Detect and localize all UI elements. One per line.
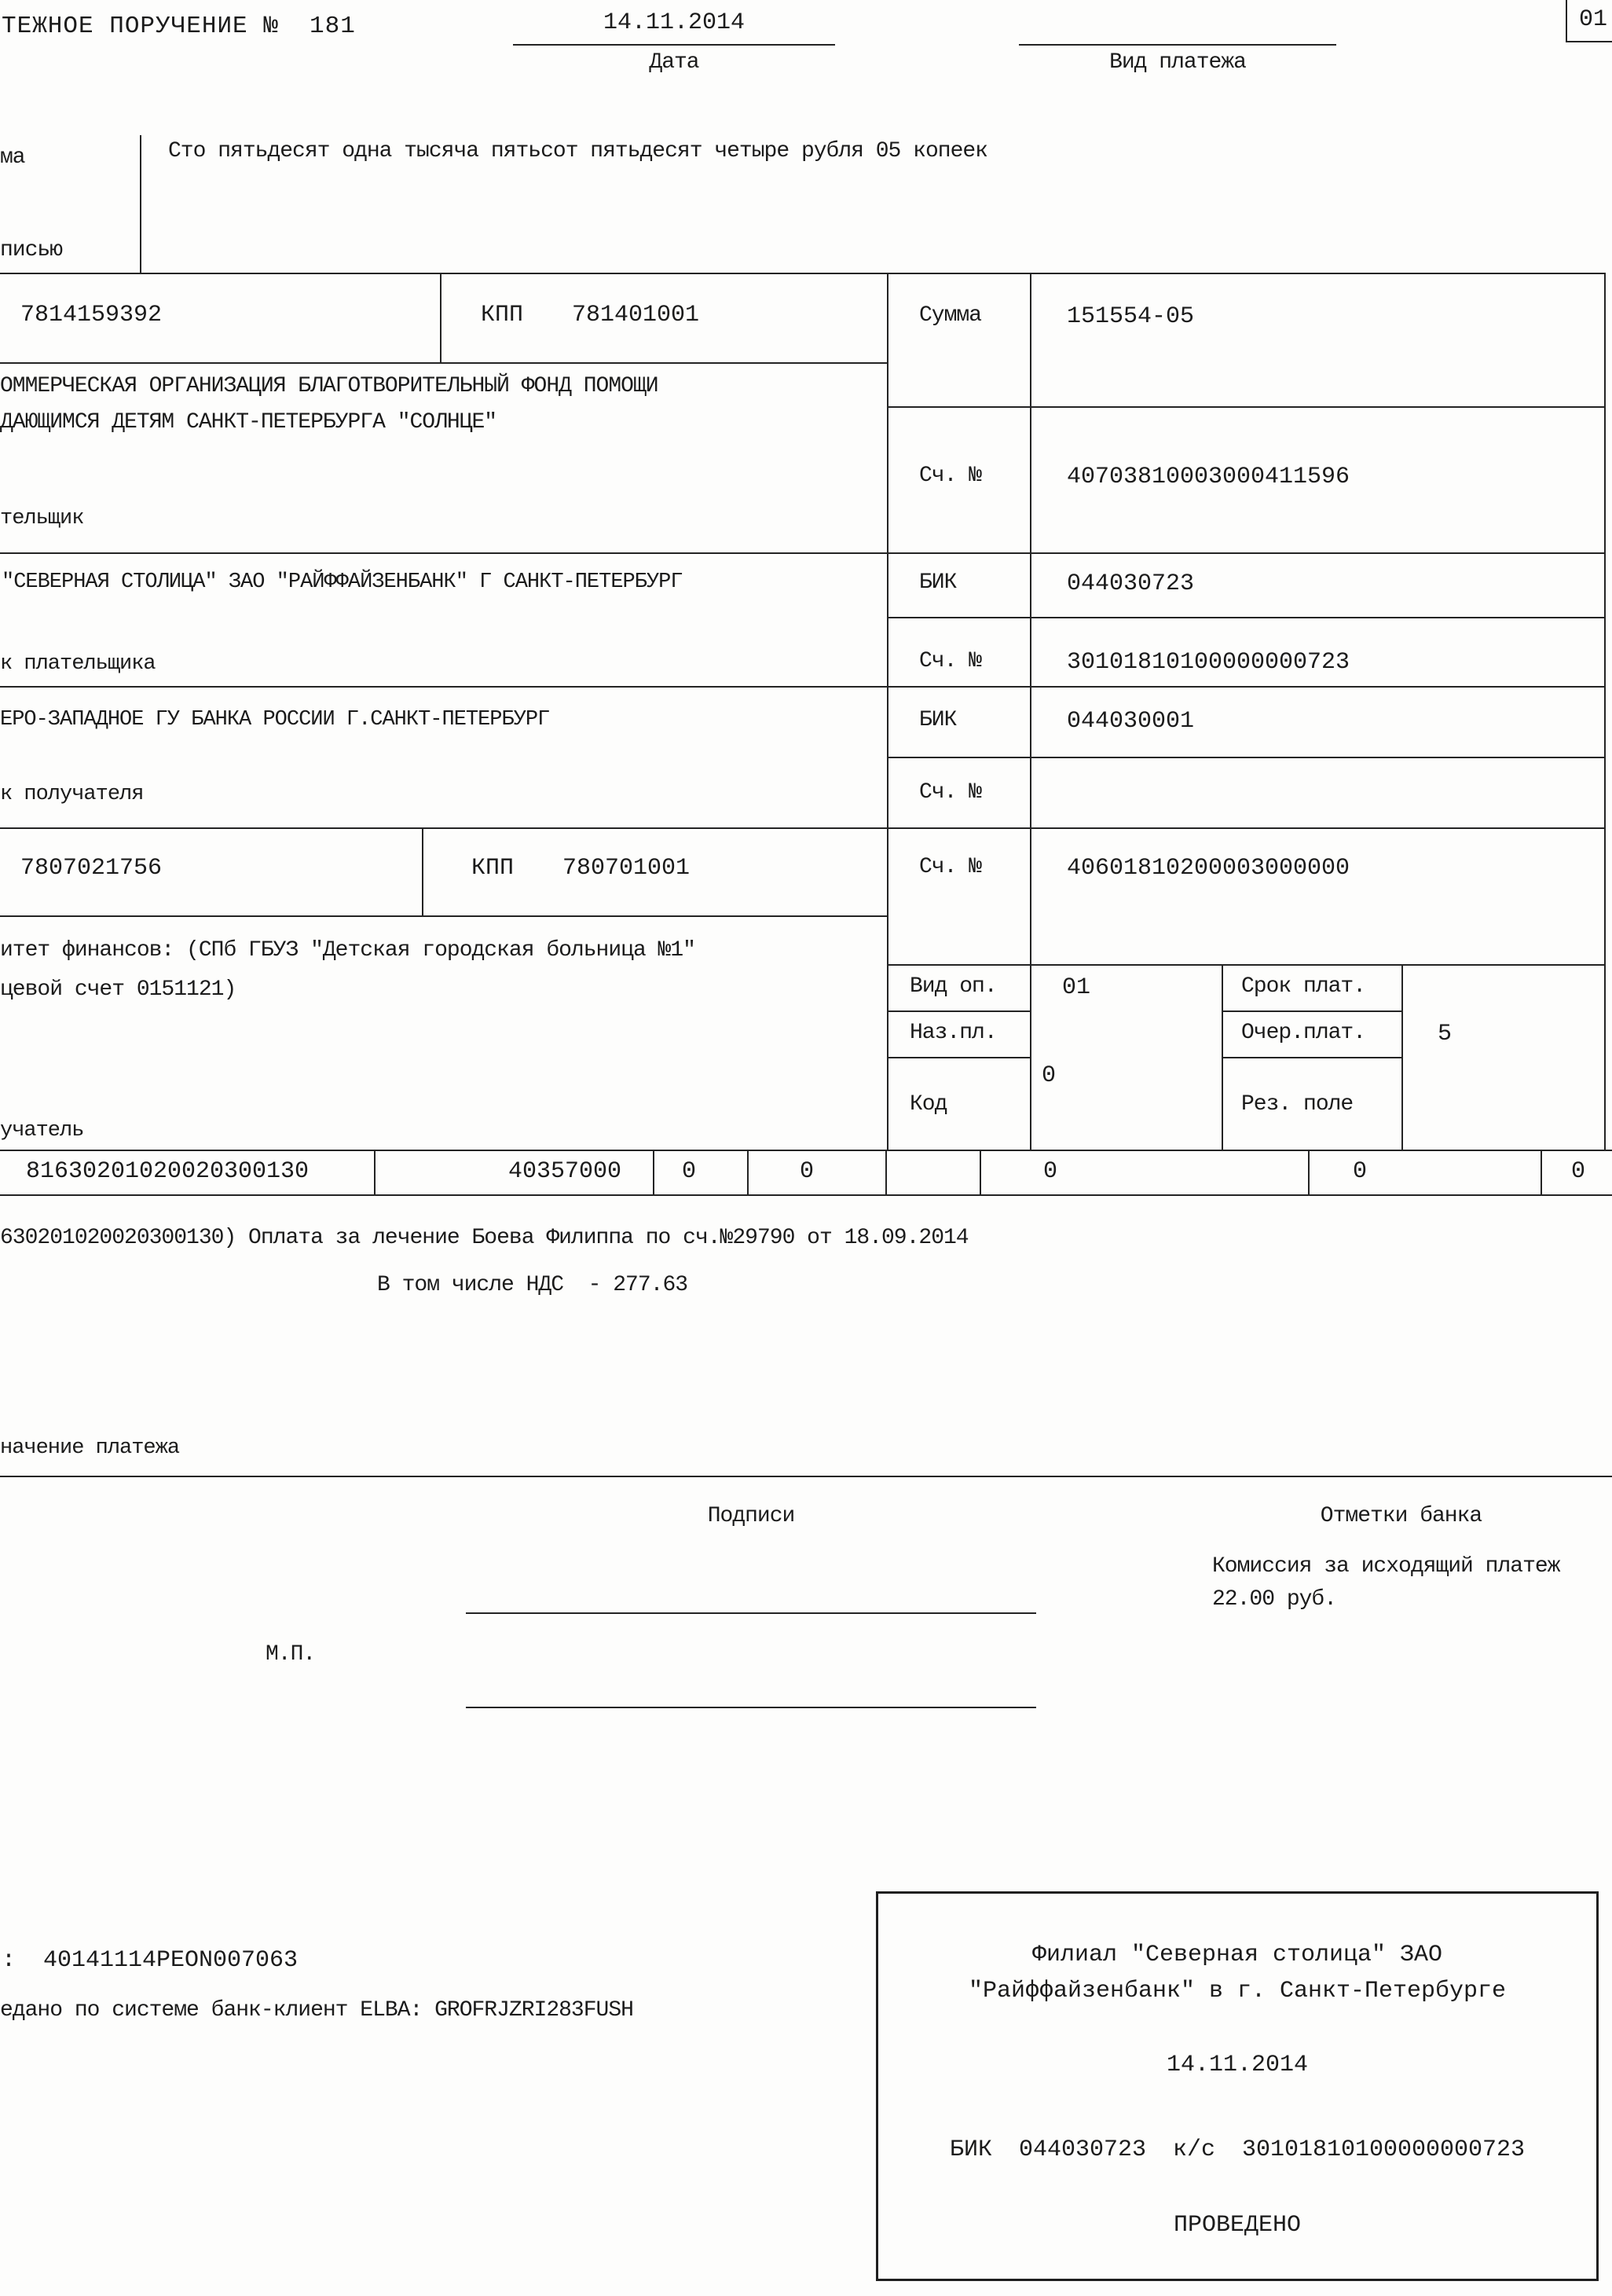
- srok-plat-divider: [1222, 1010, 1403, 1012]
- receiver-bank-bik-border: [887, 757, 1606, 758]
- purpose-line1: 630201020020300130) Оплата за лечение Боева Филиппа по сч.№29790 от 18.09.2014: [0, 1226, 969, 1250]
- payer-bank-bik: 044030723: [1067, 570, 1195, 597]
- payer-bank-account-label: Сч. №: [919, 649, 982, 673]
- label-column-right-border: [1030, 273, 1031, 1151]
- receiver-section-label: учатель: [0, 1119, 84, 1142]
- stamp-status: ПРОВЕДЕНО: [1173, 2212, 1302, 2239]
- payer-bank-row-border: [0, 686, 1606, 688]
- tax-row-bottom-border: [0, 1194, 1612, 1196]
- tax-cell: 0: [682, 1158, 697, 1185]
- date-underline: [513, 44, 835, 46]
- payer-bank-bik-label: БИК: [919, 570, 957, 595]
- stamp-ks-label: к/с: [1172, 2136, 1215, 2163]
- signatures-label: Подписи: [707, 1504, 795, 1528]
- amount-words-label-bottom: писью: [0, 238, 63, 262]
- payer-row-border: [0, 552, 1606, 554]
- tax-row-divider: [980, 1150, 981, 1196]
- receiver-inn-kpp-divider: [422, 827, 423, 915]
- vid-op-label: Вид оп.: [910, 974, 997, 999]
- srok-column-left-border: [1222, 964, 1223, 1151]
- tax-cell-kbk: 81630201020020300130: [26, 1158, 310, 1185]
- receiver-bank-section-label: к получателя: [0, 783, 144, 806]
- elba-transfer-line: едано по системе банк-клиент ELBA: GROFRJZRI283FUSH: [0, 1998, 633, 2023]
- reference-number: 40141114PEON007063: [43, 1947, 299, 1974]
- form-code: 01: [1579, 6, 1608, 33]
- receiver-bank-account-label: Сч. №: [919, 780, 982, 805]
- signature-line-2: [466, 1707, 1036, 1708]
- sum-label: Сумма: [919, 303, 982, 328]
- rez-pole-label: Рез. поле: [1241, 1092, 1354, 1117]
- stamp-bik-line: [878, 2136, 1596, 2164]
- tax-cell: 0: [800, 1158, 815, 1185]
- commission-line2: 22.00 руб.: [1212, 1587, 1337, 1612]
- date-label: Дата: [649, 50, 699, 75]
- bank-stamp-box: [876, 1891, 1599, 2281]
- stamp-branch-line1: Филиал "Северная столица" ЗАО: [1031, 1942, 1443, 1968]
- srok-plat-label: Срок плат.: [1241, 974, 1366, 999]
- commission-line1: Комиссия за исходящий платеж: [1212, 1554, 1560, 1579]
- payment-type-label: Вид платежа: [1109, 50, 1246, 75]
- purpose-section-rule: [0, 1476, 1612, 1477]
- form-code-box-bottom: [1566, 41, 1612, 42]
- kod-label: Код: [910, 1092, 947, 1117]
- receiver-name-line2: цевой счет 0151121): [0, 977, 236, 1002]
- receiver-bank-bik-label: БИК: [919, 708, 957, 732]
- table-top-border: [0, 273, 1606, 274]
- payer-name-line2: ДАЮЩИМСЯ ДЕТЯМ САНКТ-ПЕТЕРБУРГА "СОЛНЦЕ": [0, 410, 497, 435]
- stamp-place-label: М.П.: [266, 1642, 316, 1667]
- vid-op-divider: [887, 1010, 1031, 1012]
- receiver-account: 40601810200003000000: [1067, 855, 1350, 882]
- payer-bank-bik-border: [887, 617, 1606, 618]
- table-right-border: [1604, 273, 1606, 1151]
- amount-words-label-top: ма: [0, 145, 25, 170]
- srok-column-right-border: [1401, 964, 1403, 1151]
- vid-op-section-top-border: [887, 964, 1606, 966]
- receiver-bank-bik: 044030001: [1067, 708, 1195, 735]
- payment-type-underline: [1019, 44, 1336, 46]
- purpose-line2: В том числе НДС - 277.63: [377, 1273, 688, 1297]
- purpose-section-label: начение платежа: [0, 1436, 180, 1460]
- payer-bank-section-label: к плательщика: [0, 652, 156, 676]
- tax-cell: 0: [1043, 1158, 1058, 1185]
- tax-row-divider: [747, 1150, 749, 1196]
- payer-kpp: 781401001: [572, 302, 700, 328]
- payer-section-label: тельщик: [0, 507, 84, 530]
- payer-bank-name: "СЕВЕРНАЯ СТОЛИЦА" ЗАО "РАЙФФАЙЗЕНБАНК" Г САНКТ-ПЕТЕРБУРГ: [2, 570, 683, 594]
- payer-inn-row-border: [0, 362, 887, 364]
- tax-cell: 0: [1571, 1158, 1586, 1185]
- tax-row-top-border: [0, 1150, 1612, 1151]
- ocher-plat-divider: [1222, 1057, 1403, 1058]
- receiver-kpp-label: КПП: [471, 855, 515, 882]
- reference-prefix: :: [2, 1947, 16, 1974]
- payer-account-label: Сч. №: [919, 464, 982, 488]
- label-column-left-border: [887, 273, 888, 1151]
- amount-words-text: Сто пятьдесят одна тысяча пятьсот пятьдесят четыре рубля 05 копеек: [168, 139, 987, 163]
- ocher-plat-label: Очер.плат.: [1241, 1021, 1366, 1045]
- signature-line-1: [466, 1612, 1036, 1614]
- sum-value: 151554-05: [1067, 303, 1195, 330]
- ocher-plat-value: 5: [1438, 1021, 1453, 1047]
- stamp-date: 14.11.2014: [1166, 2052, 1309, 2078]
- payer-bank-account: 30101810100000000723: [1067, 649, 1350, 676]
- receiver-kpp: 780701001: [562, 855, 691, 882]
- stamp-ks-value: 30101810100000000723: [1242, 2136, 1526, 2163]
- receiver-account-label: Сч. №: [919, 855, 982, 879]
- stamp-bik-label: БИК: [949, 2136, 992, 2163]
- payer-name-line1: ОММЕРЧЕСКАЯ ОРГАНИЗАЦИЯ БЛАГОТВОРИТЕЛЬНЫЙ ФОНД ПОМОЩИ: [0, 374, 658, 398]
- tax-cell: 0: [1353, 1158, 1368, 1185]
- receiver-bank-row-border: [0, 827, 1606, 829]
- receiver-inn: 7807021756: [20, 855, 163, 882]
- tax-row-divider: [1541, 1150, 1542, 1196]
- payer-kpp-label: КПП: [481, 302, 524, 328]
- kod-value: 0: [1042, 1062, 1057, 1089]
- receiver-name-line1: итет финансов: (СПб ГБУЗ "Детская городская больница №1": [0, 938, 695, 963]
- tax-row-divider: [653, 1150, 654, 1196]
- tax-row-divider: [1308, 1150, 1310, 1196]
- tax-row-divider: [374, 1150, 376, 1196]
- payer-inn-kpp-divider: [440, 273, 441, 362]
- bank-marks-label: Отметки банка: [1320, 1504, 1482, 1528]
- sum-cell-border: [887, 406, 1606, 408]
- naz-pl-divider: [887, 1057, 1031, 1058]
- payer-inn: 7814159392: [20, 302, 163, 328]
- vid-op-value: 01: [1062, 974, 1091, 1001]
- form-code-box-left: [1566, 0, 1567, 42]
- stamp-bik-value: 044030723: [1018, 2136, 1146, 2163]
- receiver-bank-name: ЕРО-ЗАПАДНОЕ ГУ БАНКА РОССИИ Г.САНКТ-ПЕТЕРБУРГ: [0, 708, 550, 732]
- amount-words-divider: [140, 135, 141, 273]
- date-value: 14.11.2014: [603, 9, 746, 36]
- payer-account: 40703810003000411596: [1067, 464, 1350, 490]
- document-title: ТЕЖНОЕ ПОРУЧЕНИЕ № 181: [2, 13, 356, 40]
- naz-pl-label: Наз.пл.: [910, 1021, 997, 1045]
- receiver-inn-row-border: [0, 915, 887, 917]
- stamp-branch-line2: "Райффайзенбанк" в г. Санкт-Петербурге: [968, 1978, 1507, 2004]
- tax-cell-oktmo: 40357000: [508, 1158, 622, 1185]
- tax-row-divider: [885, 1150, 887, 1196]
